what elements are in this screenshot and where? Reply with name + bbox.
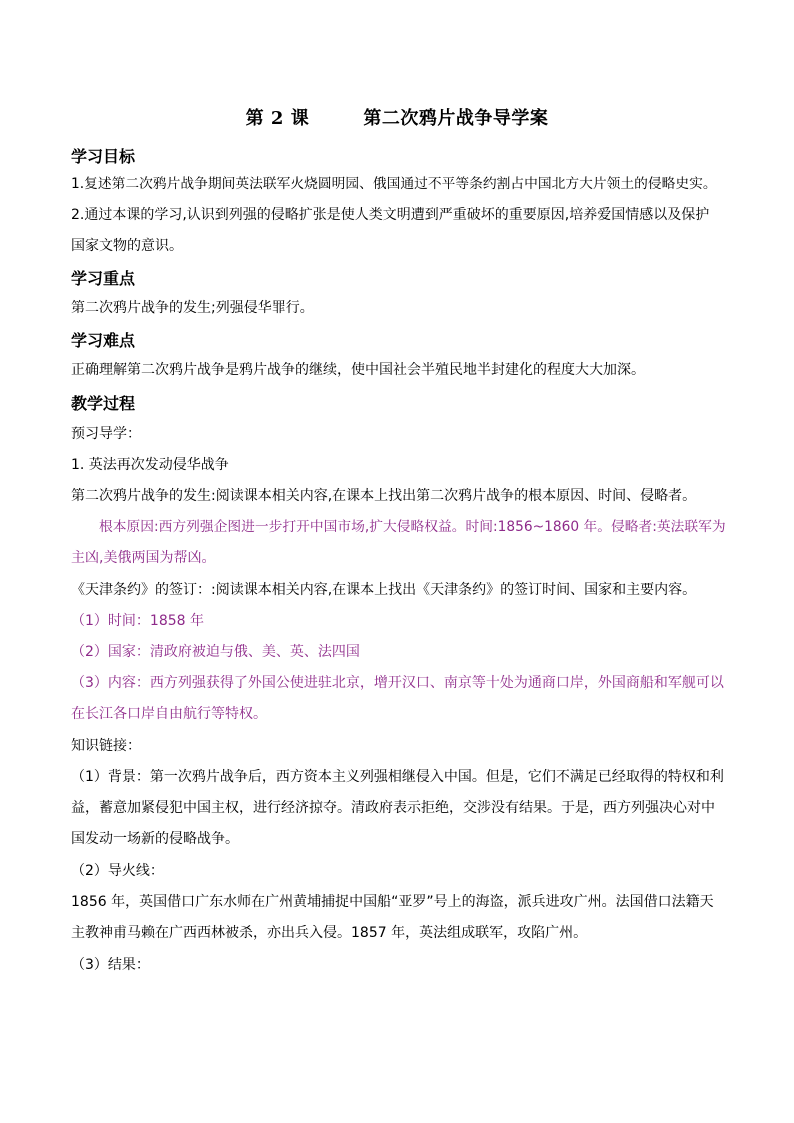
background-line-3: 国发动一场新的侵略战争。 xyxy=(71,831,239,847)
treaty-countries: （2）国家：清政府被迫与俄、美、英、法四国 xyxy=(71,644,360,660)
result-label: （3）结果： xyxy=(71,957,150,973)
item-1: 1. 英法再次发动侵华战争 xyxy=(71,457,229,473)
treaty-task: 《天津条约》的签订：:阅读课本相关内容,在课本上找出《天津条约》的签订时间、国家和主要内容。 xyxy=(71,582,697,598)
treaty-content-line-2: 在长江各口岸自由航行等特权。 xyxy=(71,706,267,722)
treaty-content-line-1: （3）内容：西方列强获得了外国公使进驻北京，增开汉口、南京等十处为通商口岸，外国商船和军舰可以 xyxy=(71,675,724,691)
key-points-text: 第二次鸦片战争的发生;列强侵华罪行。 xyxy=(71,300,314,316)
treaty-time: （1）时间：1858 年 xyxy=(71,613,204,629)
heading-process: 教学过程 xyxy=(71,394,136,413)
occur-task: 第二次鸦片战争的发生:阅读课本相关内容,在课本上找出第二次鸦片战争的根本原因、时间、侵略者。 xyxy=(71,488,697,504)
page-title: 第 2 课 第二次鸦片战争导学案 xyxy=(245,108,549,129)
answer-1-line-2: 主凶,美俄两国为帮凶。 xyxy=(71,550,216,566)
answer-1-line-1: 根本原因:西方列强企图进一步打开中国市场,扩大侵略权益。时间:1856~1860 年。侵略者:英法联军为 xyxy=(99,519,726,535)
heading-goals: 学习目标 xyxy=(71,147,136,166)
heading-key-points: 学习重点 xyxy=(71,269,136,288)
preview-label: 预习导学： xyxy=(71,426,141,442)
goal-2-line-2: 国家文物的意识。 xyxy=(71,238,183,254)
background-line-2: 益，蓄意加紧侵犯中国主权，进行经济掠夺。清政府表示拒绝，交涉没有结果。于是，西方列强决心对中 xyxy=(71,800,715,816)
difficulty-text: 正确理解第二次鸦片战争是鸦片战争的继续，使中国社会半殖民地半封建化的程度大大加深。 xyxy=(71,362,645,378)
fuse-line-1: 1856 年，英国借口广东水师在广州黄埔捕捉中国船“亚罗”号上的海盗，派兵进攻广州。法国借口法籍天 xyxy=(71,894,714,910)
background-line-1: （1）背景：第一次鸦片战争后，西方资本主义列强相继侵入中国。但是，它们不满足已经取得的特权和利 xyxy=(71,769,724,785)
fuse-line-2: 主教神甫马赖在广西西林被杀，亦出兵入侵。1857 年，英法组成联军，攻陷广州。 xyxy=(71,925,588,941)
goal-2-line-1: 2.通过本课的学习,认识到列强的侵略扩张是使人类文明遭到严重破坏的重要原因,培养爱国情感以及保护 xyxy=(71,207,710,223)
goal-1: 1.复述第二次鸦片战争期间英法联军火烧圆明园、俄国通过不平等条约割占中国北方大片领土的侵略史实。 xyxy=(71,176,717,192)
heading-difficulty: 学习难点 xyxy=(71,331,136,350)
knowledge-link-label: 知识链接： xyxy=(71,738,141,754)
fuse-label: （2）导火线： xyxy=(71,863,164,879)
